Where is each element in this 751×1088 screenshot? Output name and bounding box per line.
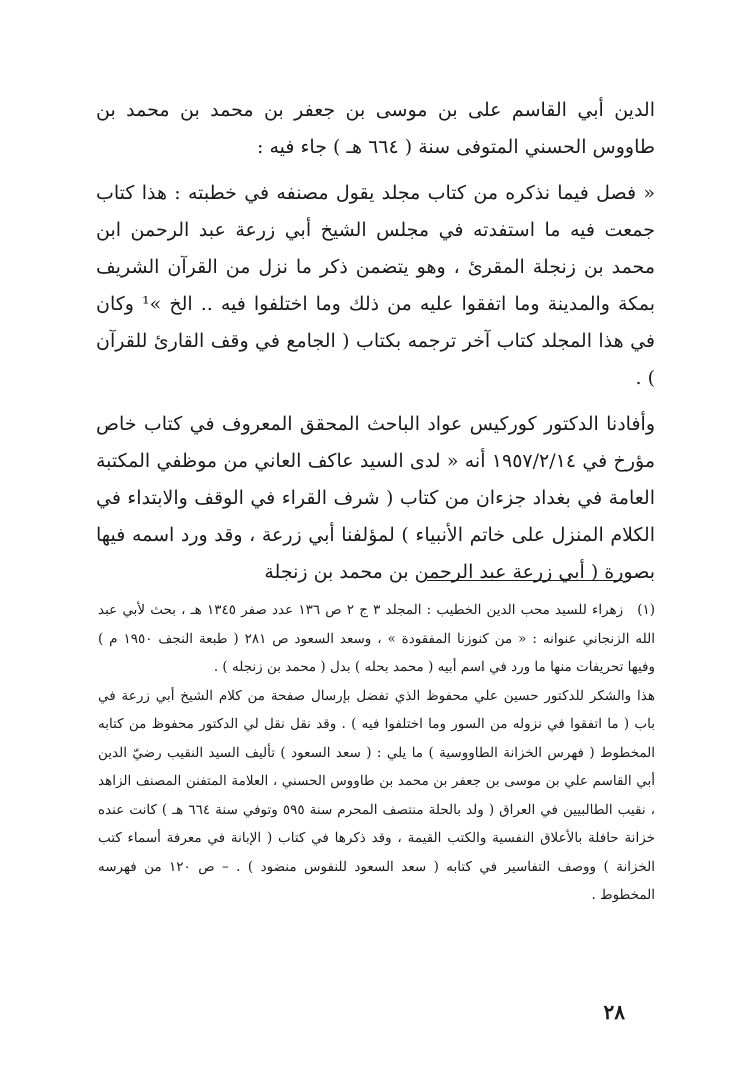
footnote-1-text: زهراء للسيد محب الدين الخطيب : المجلد ٣ ج ٢ ص ١٣٦ عدد صفر ١٣٤٥ هـ ، بحث لأبي عبد الله الزنجاني عنوانه : « من كنوزنا المفقودة » ، وسعد السعود ص ٢٨١ ( طبعة النجف ١٩٥٠ م ) وفيها تحريفات منها ما ورد في اسم أبيه ( محمد بحله ) بدل ( محمد بن زنجله ) . — [98, 602, 655, 675]
paragraph-1: الدين أبي القاسم على بن موسى بن جعفر بن محمد بن محمد بن طاووس الحسني المتوفى سنة ( ٦٦٤ هـ ) جاء فيه : — [96, 99, 655, 158]
footnote-separator — [427, 580, 623, 581]
page-number: ٢٨ — [603, 1000, 625, 1024]
paragraph-3: وأفادنا الدكتور كوركيس عواد الباحث المحقق المعروف في كتاب خاص مؤرخ في ١٩٥٧/٢/١٤ أنه « لدى السيد عاكف العاني من موظفي المكتبة العامة في بغداد جزءان من كتاب ( شرف القراء في الوقف والابتداء في الكلام المنزل على خاتم الأنبياء ) لمؤلفنا أبي زرعة ، وقد ورد اسمه فيها بصورة ( أبي زرعة عبد الرحمن بن محمد بن زنجلة — [96, 413, 655, 583]
paragraph-2-quote: « فصل فيما نذكره من كتاب مجلد يقول مصنفه في خطبته : هذا كتاب جمعت فيه ما استفدته في مجلس الشيخ أبي زرعة عبد الرحمن ابن محمد بن زنجلة المقرئ ، وهو يتضمن ذكر ما نزل من القرآن الشريف بمكة والمدينة وما اتفقوا عليه من ذلك وما اختلفوا فيه .. الخ »¹ وكان في هذا المجلد كتاب آخر ترجمه بكتاب ( الجامع في وقف القارئ للقرآن ) . — [96, 182, 655, 389]
footnote-1 — [98, 596, 655, 682]
footnotes-section — [98, 596, 655, 910]
main-text-body — [96, 92, 655, 591]
footnote-continuation: هذا والشكر للدكتور حسين علي محفوظ الذي تفضل بإرسال صفحة من كلام الشيخ أبي زرعة في باب ( ما اتفقوا في نزوله من السور وما اختلفوا فيه ) . وقد نقل نقل لي الدكتور محفوظ من كتابه المخطوط ( فهرس الخزانة الطاووسية ) ما يلي : ( سعد السعود ) تأليف السيد النقيب رضيّ الدين أبي القاسم علي بن موسى بن جعفر بن محمد بن طاووس الحسني ، العلامة المتفنن المصنف الزاهد ، نقيب الطالبيين في العراق ( ولد بالحلة منتصف المحرم سنة ٥٩٥ وتوفي سنة ٦٦٤ هـ ) كانت عنده خزانة حافلة بالأعلاق النفسية والكتب القيمة ، وقد ذكرها في كتاب ( الإبانة في معرفة أسماء كتب الخزانة ) ووصف التفاسير في كتابه ( سعد السعود للنفوس منضود ) . – ص ١٢٠ من فهرسه المخطوط . — [98, 687, 655, 903]
footnote-number: (١) — [637, 602, 656, 618]
